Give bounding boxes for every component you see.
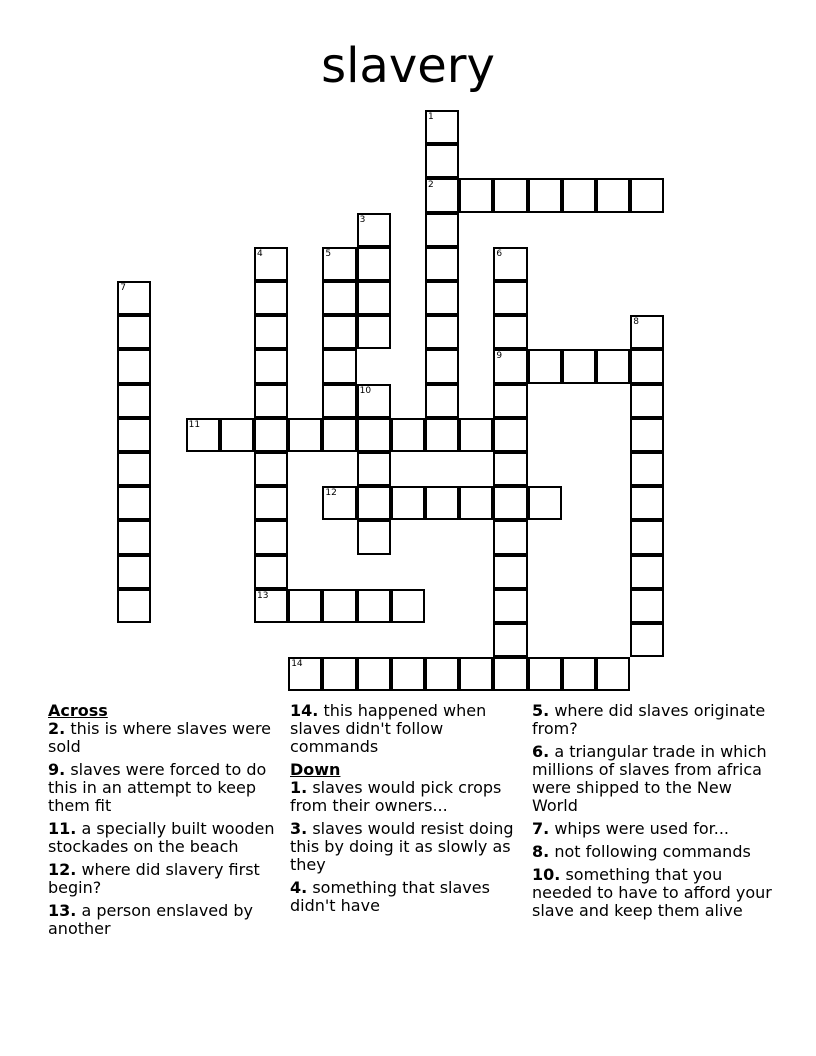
- grid-cell[interactable]: [254, 486, 288, 520]
- clue-text: whips were used for...: [554, 819, 729, 838]
- grid-cell[interactable]: [117, 520, 151, 554]
- clue-number-label: 13: [257, 590, 269, 601]
- grid-cell[interactable]: [322, 657, 356, 691]
- grid-cell[interactable]: [322, 349, 356, 383]
- grid-cell[interactable]: [117, 555, 151, 589]
- grid-cell[interactable]: [322, 418, 356, 452]
- grid-cell[interactable]: [357, 418, 391, 452]
- grid-cell[interactable]: [117, 418, 151, 452]
- clue-text: slaves were forced to do this in an attempt to keep them fit: [48, 760, 267, 815]
- grid-cell[interactable]: [322, 281, 356, 315]
- grid-cell[interactable]: [562, 657, 596, 691]
- grid-cell[interactable]: [425, 657, 459, 691]
- down-clue: [532, 702, 772, 738]
- grid-cell[interactable]: [630, 555, 664, 589]
- grid-cell[interactable]: [425, 384, 459, 418]
- grid-cell[interactable]: [562, 178, 596, 212]
- grid-cell[interactable]: [117, 589, 151, 623]
- clue-number: 3.: [290, 819, 308, 838]
- across-clue: [48, 902, 284, 938]
- clue-number: 8.: [532, 842, 550, 861]
- grid-cell[interactable]: [357, 315, 391, 349]
- grid-cell[interactable]: [357, 247, 391, 281]
- clue-number: 11.: [48, 819, 77, 838]
- grid-cell[interactable]: [254, 315, 288, 349]
- grid-cell[interactable]: [357, 281, 391, 315]
- grid-cell[interactable]: [322, 315, 356, 349]
- clue-number-label: 10: [359, 385, 372, 396]
- grid-cell[interactable]: [357, 520, 391, 554]
- grid-cell[interactable]: [288, 418, 322, 452]
- clue-number-label: 8: [633, 317, 639, 328]
- grid-cell[interactable]: [357, 657, 391, 691]
- grid-cell[interactable]: [630, 384, 664, 418]
- grid-cell[interactable]: [357, 452, 391, 486]
- grid-cell[interactable]: [528, 657, 562, 691]
- grid-cell[interactable]: [288, 589, 322, 623]
- grid-cell[interactable]: [117, 315, 151, 349]
- clue-number-label: 11: [188, 419, 201, 430]
- clue-number: 7.: [532, 819, 550, 838]
- grid-cell[interactable]: [459, 178, 493, 212]
- clue-number: 1.: [290, 778, 308, 797]
- clue-text: a triangular trade in which millions of slaves from africa were shipped to the New World: [532, 742, 767, 815]
- clue-text: this happened when slaves didn't follow commands: [290, 701, 487, 756]
- clue-number: 12.: [48, 860, 77, 879]
- across-clue: [48, 861, 284, 897]
- grid-cell[interactable]: [254, 418, 288, 452]
- grid-cell[interactable]: [254, 384, 288, 418]
- grid-cell[interactable]: [493, 589, 527, 623]
- grid-cell[interactable]: [117, 486, 151, 520]
- clue-number-label: 3: [359, 214, 366, 225]
- down-header: Down: [290, 760, 341, 779]
- grid-cell[interactable]: [117, 384, 151, 418]
- grid-cell[interactable]: [493, 452, 527, 486]
- grid-cell[interactable]: [630, 418, 664, 452]
- grid-cell[interactable]: [425, 144, 459, 178]
- grid-cell[interactable]: [493, 486, 527, 520]
- clue-number: 10.: [532, 865, 561, 884]
- grid-cell[interactable]: [254, 520, 288, 554]
- grid-cell[interactable]: [425, 418, 459, 452]
- grid-cell[interactable]: [425, 349, 459, 383]
- grid-cell[interactable]: [322, 589, 356, 623]
- grid-cell[interactable]: [357, 589, 391, 623]
- grid-cell[interactable]: [528, 349, 562, 383]
- clue-number-label: 12: [325, 488, 337, 499]
- clue-number-label: 5: [325, 248, 332, 259]
- grid-cell[interactable]: [459, 418, 493, 452]
- grid-cell[interactable]: [493, 418, 527, 452]
- grid-cell[interactable]: [254, 452, 288, 486]
- down-clue: [290, 820, 518, 874]
- clue-number-label: 4: [257, 248, 263, 259]
- grid-cell[interactable]: [459, 657, 493, 691]
- clue-text: where did slavery first begin?: [48, 860, 260, 897]
- grid-cell[interactable]: [391, 486, 425, 520]
- grid-cell[interactable]: [493, 384, 527, 418]
- grid-cell[interactable]: [493, 520, 527, 554]
- clue-number-label: 9: [496, 351, 503, 362]
- grid-cell[interactable]: [254, 555, 288, 589]
- grid-cell[interactable]: [391, 657, 425, 691]
- down-clue: [532, 843, 772, 861]
- grid-cell[interactable]: [425, 213, 459, 247]
- grid-cell[interactable]: [630, 452, 664, 486]
- clue-text: a specially built wooden stockades on the beach: [48, 819, 275, 856]
- clue-number: 2.: [48, 719, 66, 738]
- clue-number: 4.: [290, 878, 308, 897]
- down-clue: [290, 879, 518, 915]
- grid-cell[interactable]: [596, 657, 630, 691]
- clue-column-3: [532, 702, 772, 925]
- grid-cell[interactable]: [254, 281, 288, 315]
- grid-cell[interactable]: [322, 384, 356, 418]
- grid-cell[interactable]: [596, 178, 630, 212]
- down-clue: [532, 866, 772, 920]
- down-clue: [532, 820, 772, 838]
- clue-number-label: 1: [428, 112, 434, 122]
- grid-cell[interactable]: [493, 657, 527, 691]
- across-clue: [48, 720, 284, 756]
- clue-text: a person enslaved by another: [48, 901, 254, 938]
- grid-cell[interactable]: [493, 315, 527, 349]
- clue-text: something that slaves didn't have: [290, 878, 490, 915]
- grid-cell[interactable]: [630, 486, 664, 520]
- grid-cell[interactable]: [254, 349, 288, 383]
- clue-text: slaves would pick crops from their owners...: [290, 778, 502, 815]
- clue-number-label: 14: [291, 659, 303, 670]
- grid-cell[interactable]: [528, 178, 562, 212]
- grid-cell[interactable]: [425, 247, 459, 281]
- down-clue: [532, 743, 772, 815]
- clue-number-label: 2: [428, 180, 434, 191]
- clue-number: 13.: [48, 901, 77, 920]
- grid-cell[interactable]: [528, 486, 562, 520]
- grid-cell[interactable]: [493, 178, 527, 212]
- clue-number: 5.: [532, 701, 550, 720]
- grid-cell[interactable]: [630, 589, 664, 623]
- grid-cell[interactable]: [630, 178, 664, 212]
- grid-cell[interactable]: [425, 281, 459, 315]
- grid-cell[interactable]: [220, 418, 254, 452]
- grid-cell[interactable]: [630, 623, 664, 657]
- grid-cell[interactable]: [117, 452, 151, 486]
- grid-cell[interactable]: [596, 349, 630, 383]
- grid-cell[interactable]: [630, 349, 664, 383]
- across-clue: [290, 702, 518, 756]
- down-clue: [290, 779, 518, 815]
- grid-cell[interactable]: [493, 623, 527, 657]
- clue-column-2: [290, 702, 518, 920]
- grid-cell[interactable]: [493, 281, 527, 315]
- clue-text: not following commands: [554, 842, 751, 861]
- clue-number: 14.: [290, 701, 319, 720]
- across-clue: [48, 761, 284, 815]
- clue-text: where did slaves originate from?: [532, 701, 766, 738]
- page-title: slavery: [321, 38, 495, 94]
- grid-cell[interactable]: [425, 486, 459, 520]
- across-header: Across: [48, 701, 108, 720]
- clue-number-label: 6: [496, 248, 503, 259]
- grid-cell[interactable]: [117, 349, 151, 383]
- grid-cell[interactable]: [562, 349, 596, 383]
- grid-cell[interactable]: [425, 315, 459, 349]
- grid-cell[interactable]: [391, 418, 425, 452]
- clue-text: this is where slaves were sold: [48, 719, 272, 756]
- grid-cell[interactable]: [493, 555, 527, 589]
- clue-text: slaves would resist doing this by doing it as slowly as they: [290, 819, 514, 874]
- grid-cell[interactable]: [630, 520, 664, 554]
- clue-number-label: 7: [120, 283, 126, 293]
- grid-cell[interactable]: [391, 589, 425, 623]
- grid-cell[interactable]: [357, 486, 391, 520]
- grid-cell[interactable]: [459, 486, 493, 520]
- clue-column-1: [48, 702, 284, 943]
- clue-text: something that you needed to have to afford your slave and keep them alive: [532, 865, 772, 920]
- clue-number: 9.: [48, 760, 66, 779]
- across-clue: [48, 820, 284, 856]
- clue-number: 6.: [532, 742, 550, 761]
